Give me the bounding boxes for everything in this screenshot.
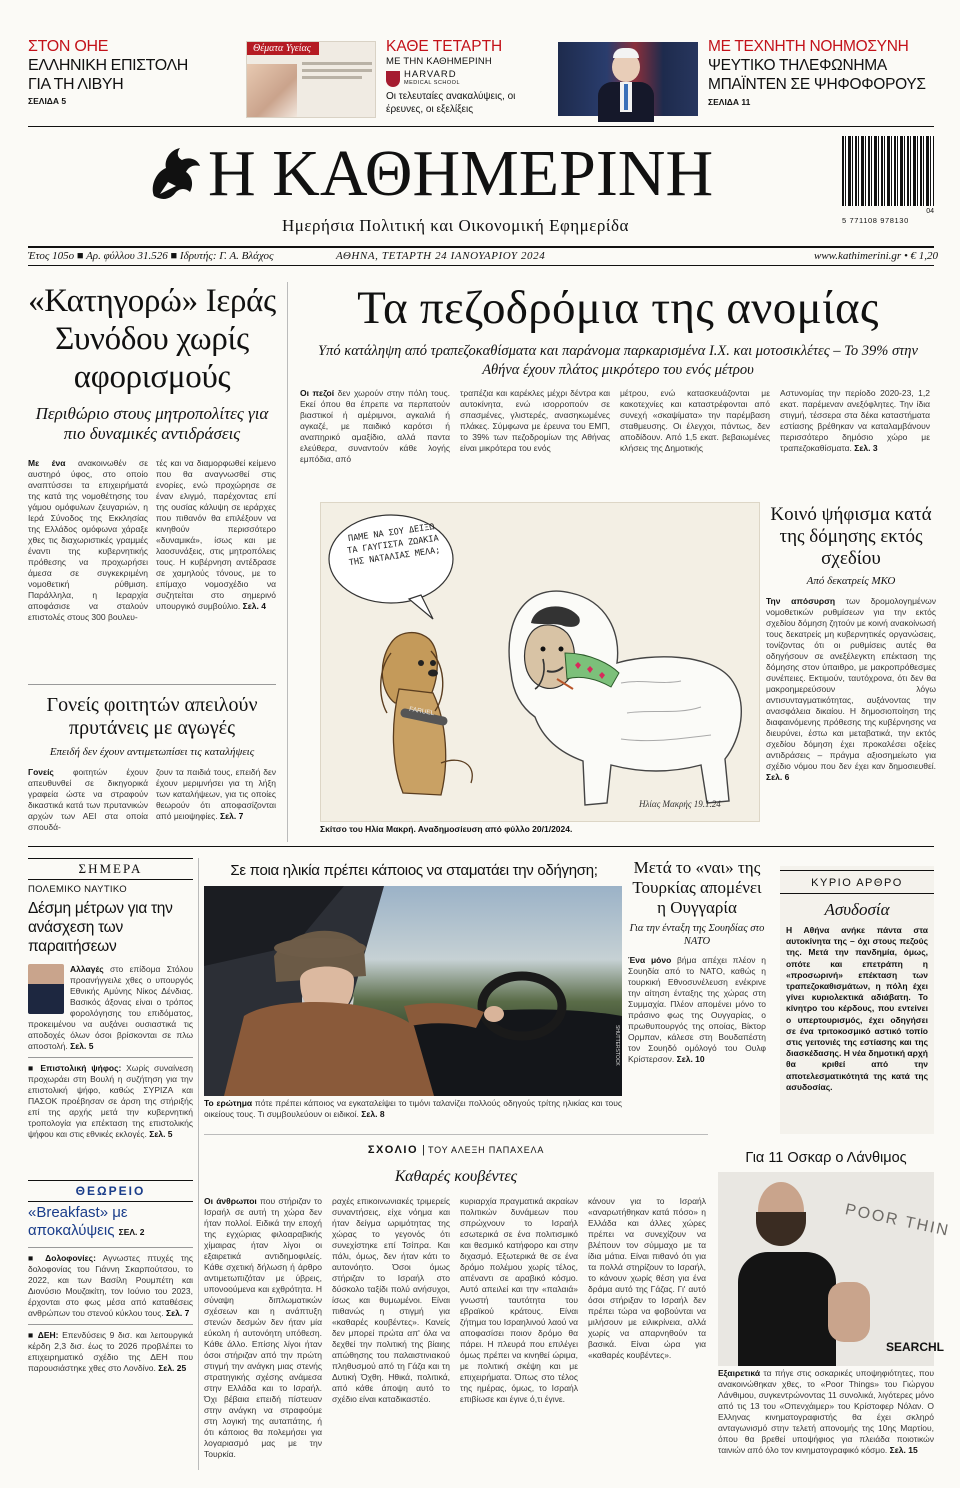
synod-lead: Με ένα	[28, 458, 66, 468]
turkey-title: Μετά το «ναι» της Τουρκίας απομένει η Ουγγαρία	[632, 858, 762, 917]
lead-lead: Οι πεζοί	[300, 388, 335, 398]
turkey-body: βήμα απέχει πλέον η Σουηδία από το ΝΑΤΟ, καθώς η τουρκική Εθνοσυνέλευση ενέκρινε την αίτηση ένταξης της χώρας στη Συμμαχία. Πλέον απομένει μόνο το πράσινο φως της Ουγγαρίας, ο πρωθυπουργός της οποίας, Βίκτορ Ορμπαν, κάλεσε στη Βουδαπέστη τον Σουηδό ομόλογό του Ουλφ Κρίστερσον.	[628, 955, 766, 1064]
postal-page: Σελ. 5	[149, 1129, 173, 1139]
lanthimos-page: Σελ. 15	[889, 1445, 918, 1455]
comment-article[interactable]	[204, 1196, 708, 1460]
masthead-title: Η ΚΑΘΗΜΕΡΙΝΗ	[208, 137, 714, 210]
driving-caption-text: πότε πρέπει κάποιος να εγκαταλείψει το τιμόνι ταλανίζει πολλούς οδηγούς τρίτης ηλικίας και τους οικείους τους. Τι συμβουλεύουν οι ειδικοί.	[204, 1098, 622, 1119]
synod-page: Σελ. 4	[242, 601, 266, 611]
cartoon[interactable]	[320, 502, 760, 822]
parents-page: Σελ. 7	[219, 811, 244, 821]
parents-title: Γονείς φοιτητών απειλούν πρυτάνεις με αγωγές	[46, 694, 258, 739]
teaser-kicker: ΚΑΘΕ ΤΕΤΑΡΤΗ	[386, 38, 503, 55]
lead-story[interactable]	[300, 280, 936, 465]
magazine-title: Θέματα Υγείας	[247, 42, 319, 55]
comment-title: Καθαρές κουβέντες	[394, 1168, 518, 1185]
murders-body: Αγνωστες πτυχές της δολοφονίας του Γιάννη Σκαρπούτσου, το 2022, και των Βασίλη Ρουμπέτη και Διονύσιο Μουζακίτη, τον Ιούνιο του 2023, έρχονται στο φως μέσα από καταθέσεις ανθρώπων του στενού κύκλου τους.	[28, 1253, 193, 1318]
navy-title: Δέσμη μέτρων για την ανάσχεση των παραιτήσεων	[28, 900, 173, 955]
navy-body: στο επίδομα Στόλου προανήγγειλε χθες ο υπουργός Εθνικής Αμύνης Νίκος Δένδιας. Βασικός άξονας είναι ο τρόπος φορολόγησης του επιδόματος, προκειμένου να αυξάνει ουσιαστικά τις αποδοχές όλων όσοι βρίσκονται σε πλω αποστολή.	[28, 964, 193, 1051]
editorial-title: Ασυδοσία	[824, 900, 890, 919]
lanthimos-photo[interactable]	[718, 1172, 952, 1366]
teaser-title: ΨΕΥΤΙΚΟ ΤΗΛΕΦΩΝΗΜΑ ΜΠΑΪΝΤΕΝ ΣΕ ΨΗΦΟΦΟΡΟΥΣ	[708, 57, 926, 93]
teaser-health[interactable]	[386, 38, 536, 116]
lead-subtitle: Υπό κατάληψη από τραπεζοκαθίσματα και παράνομα παρκαρισμένα Ι.Χ. και μοτοσικλέτες – Το 39% στην Αθήνα έχουν πλάτος μικρότερο του ενός μέτρου	[318, 343, 918, 378]
comment-col4: κάνουν για το Ισραήλ «αναρωτήθηκαν κατά πόσο» η Ελλάδα και άλλες χώρες πρέπει να συνεχίζουν να βλέπουν τον σύμμαχο με τα ίδια μάτια. Είναι πιθανό ότι για τα πολλά στηρίζουν το Ισραήλ, το κάνουν χωρίς θέση για ένα δράμα αυτό της Γάζας. Γι' αυτό όσοι στήριξαν το Ισραήλ δεν πρέπει τώρα να φοβούνται να μιλήσουν με ειλικρίνεια, αλλά χωρίς να απαρνηθούν τα βασικά. Είναι ώρα για «καθαρές κουβέντες».	[588, 1196, 706, 1360]
dei-body: Επενδύσεις 9 δισ. και λειτουργικά κέρδη 2,3 δισ. έως το 2026 προβλέπει το επιχειρηματικό σχέδιο της ΔΕΗ που παρουσιάστηκε χθες στο Λονδίνο.	[28, 1330, 193, 1373]
driving-caption	[204, 1098, 622, 1120]
turkey-lead: Ένα μόνο	[628, 955, 672, 965]
comment-col3: κυριαρχία πραγματικά ακραίων πολιτικών δυνάμεων που σπρώχνουν το Ισραήλ εσωτερικά σε ένα πολιτισμικό και θεσμικό κατήφορο και στην διχασμό. Εξωτερικά θε σε ένα δρόμο πολέμου χωρίς τέλος, απέναντι σε αραβικό κόσμο. Αυτό απειλεί και την «παλαιά» γνωστή ταυτότητα του εβραϊκού κράτους. Είναι ζήτημα του Ισραηλινού λαού να αποφασίσει ποιον δρόμο θα πάρει. Η πλευρά που επιλέγει όμως πρέπει να κινηθεί ώριμα, με πολιτική σκέψη και με επιχειρήματα. Όπως στο τέλος της ημέρας, όμως, το Ισραήλ επιβίωσε και έγινε ό,τι έγινε.	[460, 1196, 578, 1404]
teaser-page: ΣΕΛΙΔΑ 11	[708, 97, 751, 107]
lead-col1: δεν χωρούν στην πόλη τους. Εκεί όπου θα έπρεπε να περπατούν βιαστικοί ή αμέριμνοι, αγκαλιά ή αγκαζέ, με παιδικό καρότσι ή αναπηρικό αμαξίδιο, αλλά παντα ελεύθερα, συναντούν κάθε λογής εμπόδια, από	[300, 388, 450, 464]
cartoon-signature: Ηλίας Μακρής 19.1.24	[639, 799, 721, 809]
theoreio-box	[28, 1180, 193, 1202]
poster-text: POOR THIN	[843, 1201, 952, 1240]
parents-col1: φοιτητών έχουν απευθυνθεί σε δικηγορικά γραφεία ώστε να στραφούν δικαστικά κατά των πρυτανικών αρχών των ΑΕΙ στα οποία σπουδά-	[28, 767, 148, 832]
editorial-box[interactable]	[780, 866, 934, 1134]
driving-lead: Το ερώτημα	[204, 1098, 253, 1108]
driving-page: Σελ. 8	[361, 1109, 385, 1119]
lanthimos-article[interactable]	[718, 1368, 934, 1456]
comment-lead: Οι άνθρωποι	[204, 1196, 257, 1206]
teaser-page: ΣΕΛΙΔΑ 5	[28, 96, 67, 106]
teaser-un[interactable]	[28, 38, 213, 106]
comment-col1: που στήριζαν το Ισραήλ σε αυτή τη χώρα δεν ήταν πολλοί. Ειδικά την εποχή της εγχώριας φιλοαραβικής χίμαιρας ήταν λίγοι οι εξαιρετικά αντιδημοφιλείς. Κάθε σχετική δήλωση ή άρθρο αντιμετωπιζόταν με ύβρεις, υπονοούμενα και εχθρότητα. Η σύναψη διπλωματικών σχέσεων και η ανάπτυξη στενών δεσμών δεν ήταν μία εύκολη ή αυτονόητη υπόθεση. Κάθε άλλο. Επίσης λίγοι ήταν όσοι στήριζαν από την πρώτη στιγμή την ανάγκη μιας στενής στρατηγικής σχέσης ανάμεσα στην Ελλάδα και το Ισραήλ. Όχι βέβαια επειδή πίστευαν στην ανάγκη να στραφούμε στη λογική της αυταπάτης, ή ότι κάποιος θα πολεμήσει για λογαριασμό μας με την Τουρκία.	[204, 1196, 322, 1459]
info-left: Έτος 105ο ■ Αρ. φύλλου 31.526 ■ Ιδρυτής: Γ. Α. Βλάχος	[28, 250, 274, 262]
murders-lead: Δολοφονίες:	[45, 1253, 96, 1263]
barcode-issue: 04	[926, 208, 934, 215]
harvard-brand-sub: MEDICAL SCHOOL	[404, 80, 461, 86]
koino-page: Σελ. 6	[766, 772, 790, 782]
comment-label-row: ΣΧΟΛΙΟ | ΤΟΥ ΑΛΕΞΗ ΠΑΠΑΧΕΛΑ	[367, 1144, 545, 1156]
navy-page: Σελ. 5	[70, 1041, 94, 1051]
parents-article[interactable]	[28, 694, 276, 833]
driving-title: Σε ποια ηλικία πρέπει κάποιος να σταματάει την οδήγηση;	[230, 862, 598, 879]
driving-photo-credit: SHUTTERSTOCK	[614, 1025, 620, 1066]
teaser-sub: ΜΕ ΤΗΝ ΚΑΘΗΜΕΡΙΝΗ	[386, 56, 492, 67]
koino-subtitle: Από δεκατρείς ΜΚΟ	[806, 575, 896, 587]
lead-page: Σελ. 3	[854, 443, 878, 453]
synod-subtitle: Περιθώριο στους μητροπολίτες για πιο δυναμικές αντιδράσεις	[35, 404, 269, 443]
lead-title: Τα πεζοδρόμια της ανομίας	[357, 282, 879, 334]
parents-lead: Γονείς	[28, 767, 54, 777]
breakfast-title: «Breakfast» με αποκαλύψεις	[28, 1204, 128, 1239]
synod-article[interactable]	[28, 282, 276, 623]
editorial-label: ΚΥΡΙΟ ΑΡΘΡΟ	[811, 877, 903, 889]
griffin-logo-icon	[146, 142, 202, 206]
murders-page: Σελ. 7	[166, 1308, 190, 1318]
comment-label: ΣΧΟΛΙΟ	[367, 1144, 419, 1156]
teaser-kicker: ΣΤΟΝ ΟΗΕ	[28, 38, 109, 55]
lead-col4: Αστυνομίας την περίοδο 2020-23, 1,2 εκατ. παρέμεναν ανεξόφλητες. Την ίδια στιγμή, τέσσερα στα δέκα καταστήματα εστίασης βρέθηκαν να καταλαμβάνουν περισσότερο δημόσιο χώρο με τραπεζοκαθίσματα.	[780, 388, 930, 453]
synod-title: «Κατηγορώ» Ιεράς Συνόδου χωρίς αφορισμούς	[28, 283, 276, 395]
lanthimos-lead: Εξαιρετικά	[718, 1368, 761, 1378]
navy-kicker: ΠΟΛΕΜΙΚΟ ΝΑΥΤΙΚΟ	[28, 884, 127, 895]
comment-author: ΤΟΥ ΑΛΕΞΗ ΠΑΠΑΧΕΛΑ	[427, 1145, 545, 1155]
breakfast-page: ΣΕΛ. 2	[118, 1227, 145, 1237]
magazine-photo	[247, 64, 297, 117]
breakfast-article[interactable]: «Breakfast» με αποκαλύψεις ΣΕΛ. 2 ■ Δολοφονίες: Αγνωστες πτυχές της δολοφονίας του Γιάννη Σκαρπούτσου, το 2022, και των Βασίλη Ρουμπέτη και Διονύσιο Μουζακίτη, τον Ιούνιο του 2023, έρχονται στο φως μέσα από καταθέσεις ανθρώπων του στενού κύκλου τους. Σελ. 7 ■ ΔΕΗ: Επενδύσεις 9 δισ. και λειτουργικά κέρδη 2,3 δισ. έως το 2026 προβλέπει το επιχειρηματικό σχέδιο της ΔΕΗ που παρουσιάστηκε χθες στο Λονδίνο. Σελ. 25	[28, 1204, 193, 1373]
editorial-body: Η Αθήνα ανήκε πάντα στα αυτοκίνητα της – όχι στους πεζούς της. Μετά την πανδημία, όμως, οπότε και επετράπη η «προσωρινή» επέκταση των τραπεζοκαθισμάτων, η πόλη έχει γίνει κυριολεκτικά αδιάβατη. Το κίνητρο του κέρδους, που εντείνει ο υπερτουρισμός, έχει οδηγήσει σε ένα τριτοκοσμικό αστικό τοπίο στις γειτονιές της εστίασης και της διασκέδασης. Η νέα δημοτική αρχή θα κριθεί από την αποτελεσματικότητά της κατά της ασυδοσίας.	[786, 925, 928, 1092]
dei-page: Σελ. 25	[158, 1363, 187, 1373]
cartoon-bubble-text: ΠΑΜΕ ΝΑ ΣΟΥ ΔΕΙΞΩ ΤΑ ΓΑΥΓΙΣΤΑ ΖΩΑΚΙΑ ΤΗΣ ΝΑΤΑΛΙΑΣ ΜΕΛΑ;	[346, 522, 441, 569]
info-right: www.kathimerini.gr • € 1,20	[814, 250, 939, 262]
postal-lead: Επιστολική ψήφος:	[40, 1063, 122, 1073]
poster-text-2: SEARCHL	[886, 1340, 945, 1354]
koino-article[interactable]	[766, 504, 936, 783]
teaser-ai[interactable]	[708, 38, 948, 107]
navy-article[interactable]: ΠΟΛΕΜΙΚΟ ΝΑΥΤΙΚΟ Δέσμη μέτρων για την ανάσχεση των παραιτήσεων Αλλαγές στο επίδομα Στόλου προανήγγειλε χθες ο υπουργός Εθνικής Αμύνης Νίκος Δένδιας. Βασικός άξονας είναι ο τρόπος φορολόγησης του επιδόματος, προκειμένου να αυξάνει ουσιαστικά τις αποδοχές όλων όσοι βρίσκονται σε πλω αποστολή. Σελ. 5 ■ Επιστολική ψήφος: Χωρίς συναίνεση προχωράει στη Βουλή η συζήτηση για την επιστολική ψήφο, καθώς ΣΥΡΙΖΑ και ΠΑΣΟΚ προέβησαν σε άρση της στήριξής επί της αρχής μετά την κυβερνητική τροπολογία για επέκταση της επιστολικής ψήφου και στις εθνικές εκλογές. Σελ. 5	[28, 884, 194, 1139]
dendias-photo[interactable]	[28, 964, 64, 1014]
simera-box	[28, 858, 193, 880]
lanthimos-body: τα πήγε στις οσκαρικές υποψηφιότητες, που ανακοινώθηκαν χθες, το «Poor Things» του Γιώργου Λάνθιμου, συγκεντρώνοντας 11 συνολικά, λιγότερες μόνο από τις 13 του «Οπενχάιμερ» του Κρίστοφερ Νόλαν. Ο Ελληνας κινηματογραφιστής θα έχει σκληρό ανταγωνισμό στην τελετή απονομής της 10ης Μαρτίου, όπου θα βρεθεί υποψήφιος για πλειάδα ποιοτικών ταινιών από όλο τον κινηματογραφικό κόσμο.	[718, 1368, 934, 1455]
info-date: ΑΘΗΝΑ, ΤΕΤΑΡΤΗ 24 ΙΑΝΟΥΑΡΙΟΥ 2024	[336, 250, 546, 262]
turkey-page: Σελ. 10	[676, 1054, 705, 1064]
simera-label: ΣΗΜΕΡΑ	[78, 861, 143, 876]
driving-photo[interactable]	[204, 886, 622, 1096]
masthead-subtitle: Ημερήσια Πολιτική και Οικονομική Εφημερίδα	[282, 216, 629, 235]
postal-body: Χωρίς συναίνεση προχωράει στη Βουλή η συζήτηση για την επιστολική ψήφο, καθώς ΣΥΡΙΖΑ και ΠΑΣΟΚ προέβησαν σε άρση της στήριξής επί της αρχής μετά την κυβερνητική τροπολογία για επέκταση της επιστολικής ψήφου και στις εθνικές εκλογές.	[28, 1063, 194, 1139]
synod-col2: τές και να διαμορφωθεί κείμενο που θα αναγνωσθεί στις ενορίες, ενώ προχώρησε σε έναν ελιγμό, παρέχοντας επί της ουσίας κάλυψη σε ιεράρχες που πιθανόν θα επιλέξουν να κινηθούν περισσότερο «δυναμικά», ίσως και με λαοσυνάξεις, στις μητροπόλεις τους. Η κυβέρνηση αντέδρασε σε χαμηλούς τόνους, με το επίμαχο νομοσχέδιο να συζητείται στο σημερινό υπουργικό συμβούλιο.	[156, 458, 276, 611]
turkey-subtitle: Για την ένταξη της Σουηδίας στο ΝΑΤΟ	[629, 923, 765, 947]
synod-col1: ανακοινωθέν σε αυστηρό ύφος, στο οποίο αναπτύσσει τα επιχειρήματά της κατά της νομοθέτησης του γάμου ομόφυλων ζευγαριών, η Ιερά Σύνοδος της Εκκλησίας της Ελλάδος ομόφωνα χάραξε χθες τις διαχωριστικές γραμμές έναντι της κυβερνητικής πρόθεσης να προχωρήσει άμεσα σε συγκεκριμένη νομοθετική ρύθμιση. Παράλληλα, η Ιεραρχία αποφάσισε να σταλούν επιστολές στους 300 βουλευ-	[28, 458, 148, 622]
teaser-kicker: ΜΕ ΤΕΧΝΗΤΗ ΝΟΗΜΟΣΥΝΗ	[708, 38, 909, 55]
koino-title: Κοινό ψήφισμα κατά της δόμησης εκτός σχεδίου	[770, 504, 932, 569]
health-magazine-thumb[interactable]	[246, 41, 376, 118]
parents-subtitle: Επειδή δεν έχουν αντιμετωπίσει τις καταλήψεις	[49, 746, 255, 758]
turkey-article[interactable]	[628, 858, 766, 1065]
navy-lead: Αλλαγές	[70, 964, 104, 974]
lead-col2: τραπέζια και καρέκλες μέχρι δέντρα και αυτοκίνητα, ενώ ισορροπούν σε σπασμένες, γλιστερές, ανασηκωμένες πλάκες. Σύμφωνα με έρευνα του ΕΜΠ, το 39% των πεζοδρομίων της Αθήνας είναι μικρότερα του ενός	[460, 388, 610, 453]
teaser-desc: Οι τελευταίες ανακαλύψεις, οι έρευνες, οι εξελίξεις	[386, 91, 516, 115]
comment-col2: ραχές επικοινωνιακές τριμερείς συναντήσεις, είχε νόημα και ήταν δείγμα ωριμότητας της χώρας το γεγονός ότι συνεχίστηκε επί Τσίπρα. Και πάλι, όμως, δεν ήταν κάτι το αυτονόητο. Όσοι όμως στήριζαν το Ισραήλ στο δύσκολο ταξίδι πολύ ανήσυχοι, ίσως και θυμωμένοι. Είναι πιθανώς η στιγμή για «καθαρές κουβέντες». Κανείς δεν μπορεί πρώτα απ' όλα να δεχθεί την πολιτική της βίαιης απώθησης του παλαιστινιακού πληθυσμού από τη Γάζα και τη Δυτική Όχθη. Ηθικά, πολιτικά, από κάθε άποψη αυτό το σχέδιο είναι καταδικαστέο.	[332, 1196, 450, 1404]
koino-body: των δρομολογημένων νομοθετικών ρυθμίσεων για την εκτός σχεδίου δόμηση ζητούν με κοινή ανακοίνωσή τους δεκατρείς μη κυβερνητικές οργανώσεις, τονίζοντας ότι οι ρυθμίσεις αυτές θα οδηγήσουν σε ανεξέλεγκτη επέκταση της δόμησης στον ύπαιθρο, με μακροπρόθεσμες συνέπειες. Εκτιμούν, ταυτόχρονα, ότι δεν θα μακροημερεύσουν λόγω αντισυνταγματικότητας, αυξάνοντας την ανασφάλεια δικαίου. Η δημοσιοποίηση της διαφαινόμενης πρόθεσης της κυβέρνησης να διευρύνει, έστω και μεταβατικά, την εκτός σχεδίου δόμηση έχει προκαλέσει οξείες αντιδράσεις – πράγμα αξιοσημείωτο για σχέδιο νόμου που δεν έχει καν δημοσιευθεί.	[766, 596, 936, 771]
harvard-brand: HARVARD	[404, 69, 457, 80]
biden-photo[interactable]	[558, 42, 698, 116]
dei-lead: ΔΕΗ:	[37, 1330, 59, 1340]
lead-col3: μέτρου, ενώ κατασκευάζονται με κακοτεχνίες και καταστρέφονται από συνεχή «σκαψίματα» την παρέμβαση σταθμευσης. Οι έλεγχοι, πάντως, δεν αποδίδουν. Από 1,5 εκατ. βεβαιωμένες κλήσεις της Δημοτικής	[620, 388, 770, 453]
cartoon-collar-text: FARUEL	[408, 705, 435, 718]
teaser-title: ΕΛΛΗΝΙΚΗ ΕΠΙΣΤΟΛΗ ΓΙΑ ΤΗ ΛΙΒΥΗ	[28, 57, 188, 93]
koino-lead: Την απόσυρση	[766, 596, 836, 606]
theoreio-label: ΘΕΩΡΕΙΟ	[75, 1184, 146, 1198]
harvard-shield-icon	[386, 71, 400, 87]
barcode	[842, 136, 934, 228]
parents-col2: ζουν τα παιδιά τους, επειδή δεν έχουν μεριμνήσει για τη λήξη των καταλήψεων, για τις οποίες θεωρούν ότι αποφασίζονται από μειοψηφίες.	[156, 767, 276, 821]
barcode-number: 5 771108 978130	[842, 216, 909, 225]
lanthimos-title: Για 11 Οσκαρ ο Λάνθιμος	[745, 1150, 907, 1166]
cartoon-caption: Σκίτσο του Ηλία Μακρή. Αναδημοσίευση από φύλλο 20/1/2024.	[320, 824, 573, 834]
